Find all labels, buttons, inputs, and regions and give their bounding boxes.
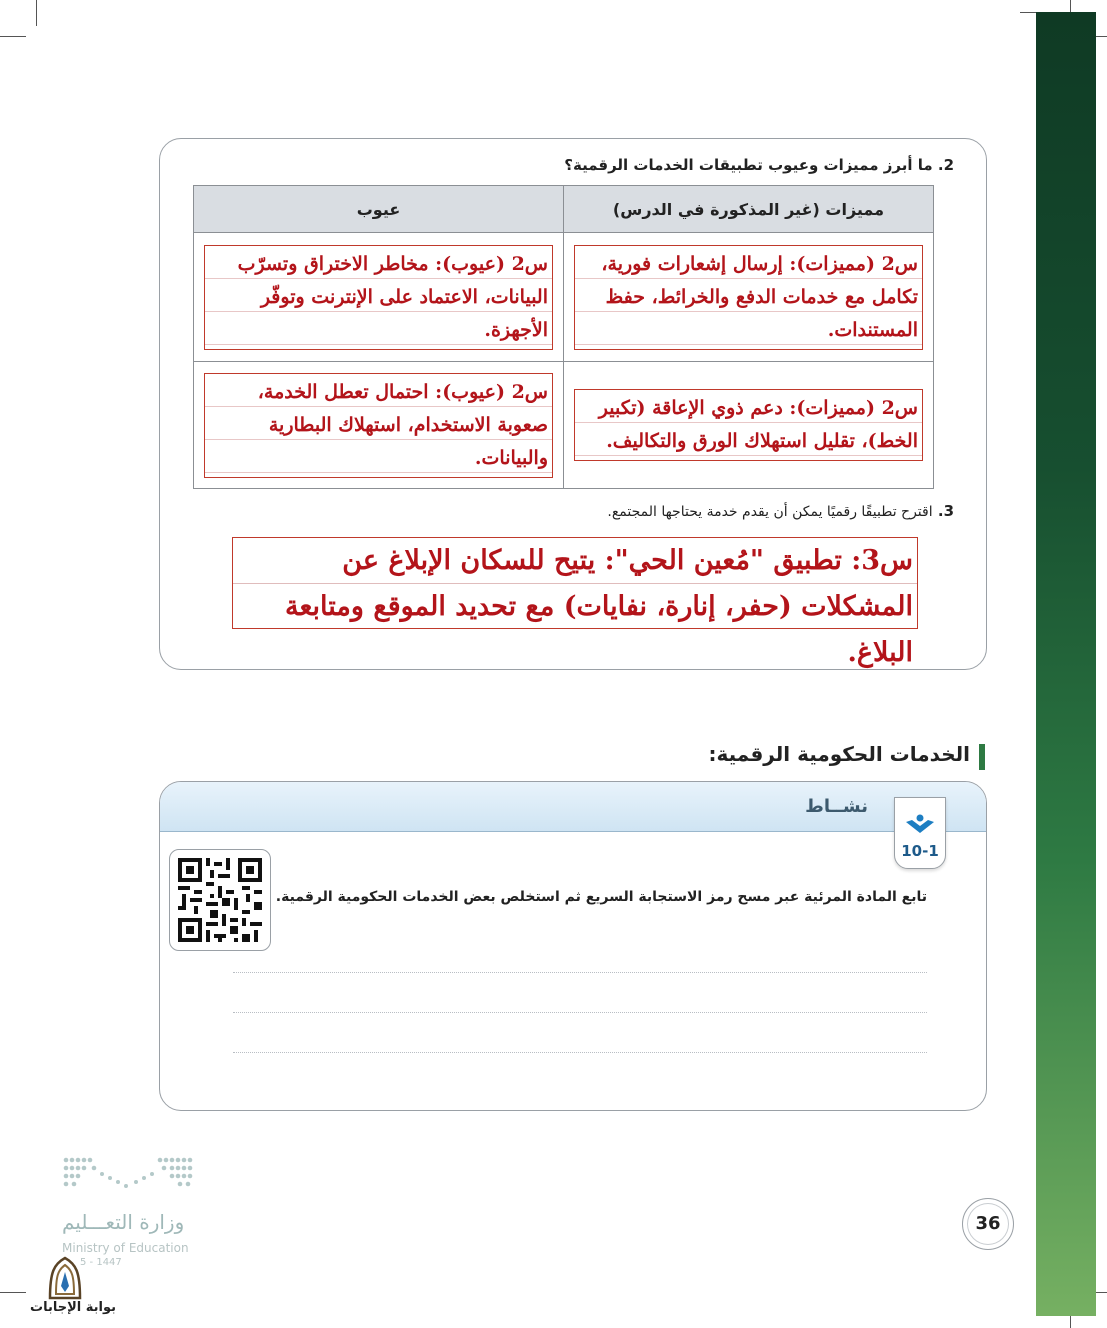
portal-logo-icon xyxy=(44,1256,86,1300)
pros-cons-table xyxy=(193,185,934,489)
chevron-logo-icon xyxy=(895,798,945,842)
answer-question-3: س3: تطبيق "مُعين الحي": يتيح للسكان الإبلاغ عن المشكلات (حفر، إنارة، نفايات) مع تحديد الموقع ومتابعة البلاغ. xyxy=(232,537,918,629)
answer-cons-2: س2 (عيوب): احتمال تعطل الخدمة، صعوبة الاستخدام، استهلاك البطارية والبيانات. xyxy=(204,373,553,478)
ministry-logo-icon xyxy=(60,1152,196,1198)
activity-instruction: تابع المادة المرئية عبر مسح رمز الاستجابة السريع ثم استخلص بعض الخدمات الحكومية الرقمية. xyxy=(275,889,927,905)
decorative-green-band xyxy=(1036,12,1096,1316)
section-title: الخدمات الحكومية الرقمية: xyxy=(708,742,970,766)
answer-pros-1: س2 (مميزات): إرسال إشعارات فورية، تكامل مع خدمات الدفع والخرائط، حفظ المستندات. xyxy=(574,245,923,350)
ministry-name-english: Ministry of Education xyxy=(62,1241,189,1255)
question-2-text: ما أبرز مميزات وعيوب تطبيقات الخدمات الرقمية؟ xyxy=(564,156,933,174)
question-2-number: 2. xyxy=(937,156,954,174)
ministry-name-arabic: وزارة التعـــليم xyxy=(62,1210,185,1234)
portal-name: بوابة الإجابات xyxy=(30,1300,116,1315)
activity-label: نشــاط xyxy=(805,796,868,817)
question-3-number: 3. xyxy=(937,502,954,520)
table-cell xyxy=(194,362,564,489)
answer-cons-1: س2 (عيوب): مخاطر الاختراق وتسرّب البيانات، الاعتماد على الإنترنت وتوفّر الأجهزة. xyxy=(204,245,553,350)
activity-badge xyxy=(894,797,946,869)
edition-year: 5 - 1447 xyxy=(80,1257,122,1268)
answer-line xyxy=(233,1052,927,1053)
activity-header xyxy=(160,782,986,832)
question-3 xyxy=(607,502,954,520)
answer-line xyxy=(233,1012,927,1013)
qr-code[interactable] xyxy=(169,849,271,951)
table-cell xyxy=(194,233,564,362)
answer-pros-2: س2 (مميزات): دعم ذوي الإعاقة (تكبير الخط)، تقليل استهلاك الورق والتكاليف. xyxy=(574,389,923,461)
section-marker xyxy=(979,744,985,770)
table-cell xyxy=(564,362,934,489)
answer-line xyxy=(233,972,927,973)
table-row xyxy=(194,233,934,362)
question-2 xyxy=(564,156,954,174)
table-cell xyxy=(564,233,934,362)
qr-code-icon xyxy=(170,850,270,950)
table-header-pros: مميزات (غير المذكورة في الدرس) xyxy=(564,186,934,233)
activity-box xyxy=(159,781,987,1111)
activity-code: 10-1 xyxy=(901,842,939,860)
table-header-cons: عيوب xyxy=(194,186,564,233)
page-number: 36 xyxy=(962,1198,1014,1250)
table-row xyxy=(194,362,934,489)
question-3-text: اقترح تطبيقًا رقميًا يمكن أن يقدم خدمة يحتاجها المجتمع. xyxy=(607,504,933,520)
